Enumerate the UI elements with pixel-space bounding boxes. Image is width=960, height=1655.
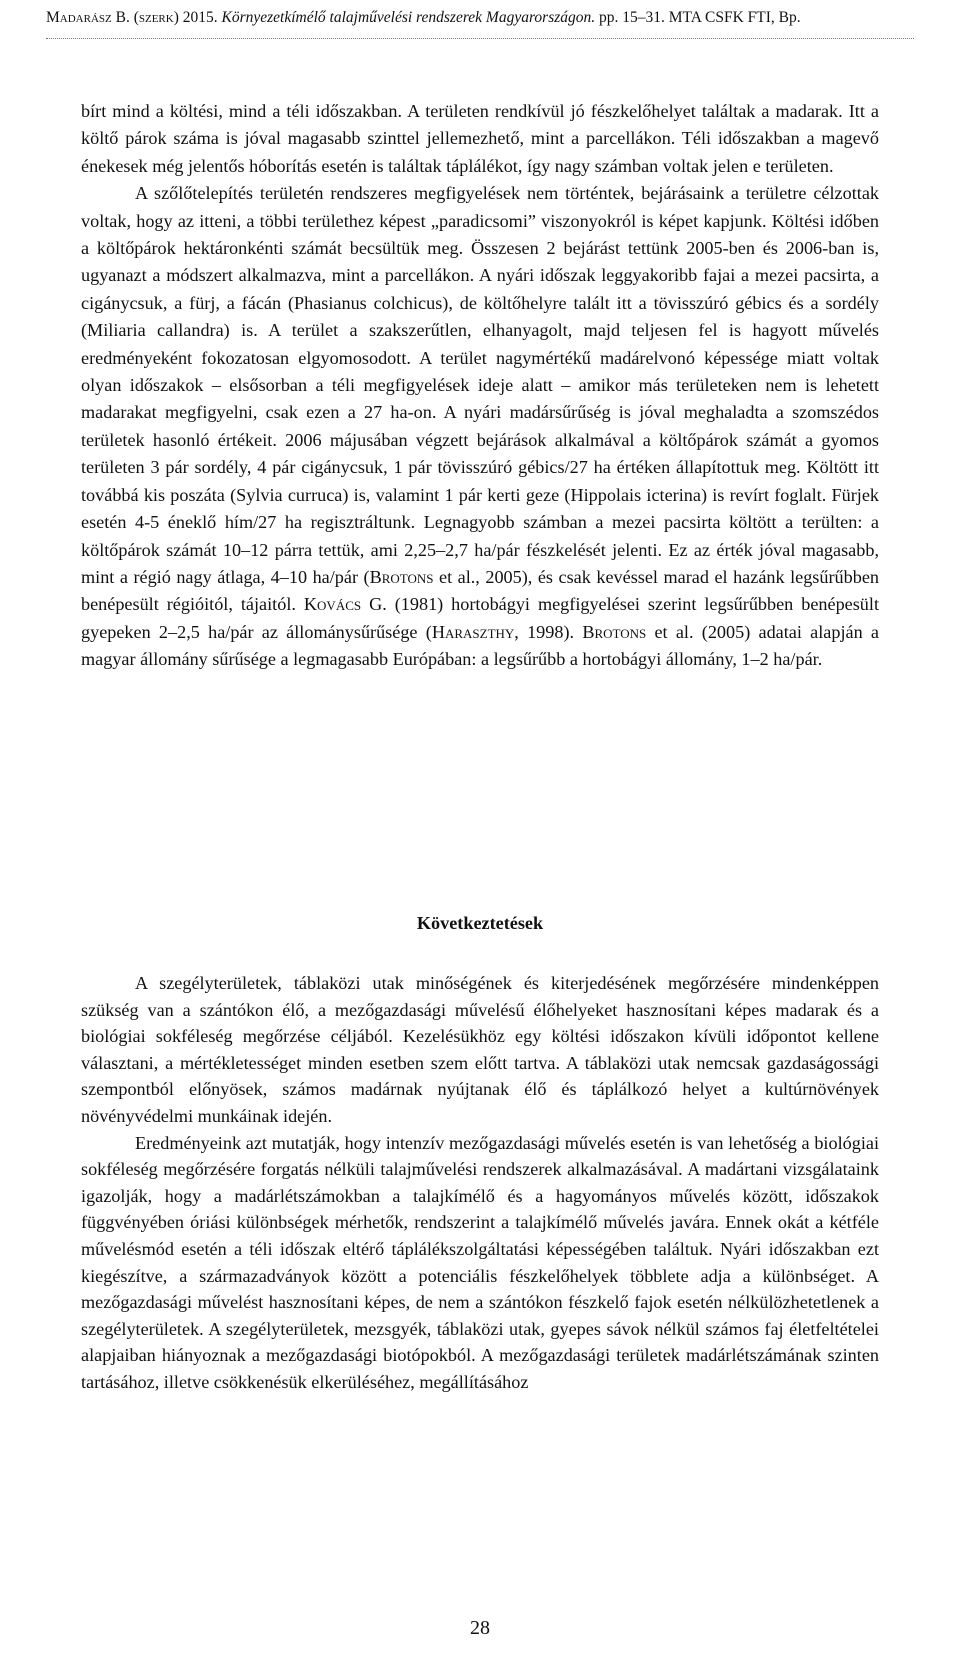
citation-author: Brotons [369, 566, 434, 587]
header-divider [46, 38, 914, 39]
text-run: et al., 2005), és csak kevéssel marad el hazánk legsűrűbben benépesült régióitól, tájaitól. [81, 566, 879, 615]
conclusions-text [81, 970, 879, 1396]
paragraph: A szegélyterületek, táblaközi utak minőségének és kiterjedésének megőrzésére mindenképpen szükség van a szántókon élő, a mezőgazdasági művelésű élőhelyeket hasznosítani képes madarak és a biológiai sokféleség megőrzése céljából. Kezelésükhöz egy költési időszakon kívüli időpontot kellene választani, a mértékletességet minden esetben szem előtt tartva. A táblaközi utak nemcsak gazdaságossági szempontból előnyösek, számos madárnak nyújtanak élő és táplálkozó helyet a kultúrnövények növényvédelmi munkáinak idején. [81, 973, 879, 1126]
paragraph: Eredményeink azt mutatják, hogy intenzív mezőgazdasági művelés esetén is van lehetőség a biológiai sokféleség megőrzésére forgatás nélküli talajművelési rendszerek alkalmazásával. A madártani vizsgálataink igazolják, hogy a madárlétszámokban a talajkímélő és a hagyományos művelés között, időszakok függvényében óriási különbségek mérhetők, rendszerint a talajkímélő művelés javára. Ennek okát a kétféle művelésmód esetén a téli időszak eltérő táplálékszolgáltatási képességében találtuk. Nyári időszakban ezt kiegészítve, a származadványok között a potenciális fészkelőhelyek többlete adja a különbséget. A mezőgazdasági művelést hasznosítani képes, de nem a szántókon fészkelő fajok esetén nélkülözhetetlenek a szegélyterületek. A szegélyterületek, mezsgyék, táblaközi utak, gyepes sávok nélkül számos faj életfeltételei alapjaiban hiányoznak a mezőgazdasági biotópokból. A mezőgazdasági területek madárlétszámának szinten tartásához, illetve csökkenésük elkerüléséhez, megállításához [81, 1132, 879, 1392]
page-number: 28 [470, 1617, 490, 1639]
text-run: (1981) hortobágyi megfigyelései szerint legsűrűbben benépesült gyepeken 2–2,5 ha/pár az állománysűrűsége ( [81, 594, 880, 642]
header-authors: Madarász B. (szerk) 2015. [46, 9, 218, 26]
text-run: A szőlőtelepítés területén rendszeres megfigyelések nem történtek, bejárásaink a területre célzottak voltak, hogy az itteni, a többi területhez képest „paradicsomi” viszonyokról is képet kapjunk. Költési időben a költőpárok hektáronkénti számát becsültük meg. Összesen 2 bejárást tettünk 2005-ben és 2006-ban is, ugyanazt a módszert alkalmazva, mint a parcellákon. A nyári időszak leggyakoribb fajai a mezei pacsirta, a cigánycsuk, a fürj, a fácán (Phasianus colchicus), de költőhelyre talált itt a tövisszúró gébics és a sordély (Miliaria callandra) is. A terület a szakszerűtlen, elhanyagolt, majd teljesen fel is hagyott művelés eredményeként fokozatosan elgyomosodott. A terület nagymértékű madárelvonó képessége miatt voltak olyan időszakok – elsősorban a téli megfigyelések ideje alatt – amikor más területeken nem is lehetett madarakat megfigyelni, csak ezen a 27 ha-on. A nyári madársűrűség is jóval meghaladta a szomszédos területek hasonló értékeit. 2006 májusában végzett bejárások alkalmával a költőpárok számát a gyomos területen 3 pár sordély, 4 pár cigánycsuk, 1 pár tövisszúró gébics/27 ha értéken állapítottuk meg. Költött itt továbbá kis poszáta (Sylvia curruca) is, valamint 1 pár kerti geze (Hippolais icterina) is revírt foglalt. Fürjek esetén 4-5 éneklő hím/27 ha regisztráltunk. Legnagyobb számban a mezei pacsirta költött a terülten: a költőpárok számát 10–12 párra tettük, ami 2,25–2,7 ha/pár fészkelését jelenti. Ez az érték jóval magasabb, mint a régió nagy átlaga, 4–10 ha/pár ( [81, 183, 879, 587]
header-title: Környezetkímélő talajművelési rendszerek Magyarországon. [221, 9, 596, 26]
text-run: , 1998). [514, 621, 583, 642]
text-run: et al. (2005) adatai alapján a magyar állomány sűrűsége a legmagasabb Európában: a legsűrűbb a hortobágyi állomány, 1–2 ha/pár. [81, 621, 879, 670]
body-text [81, 98, 879, 674]
section-heading: Következtetések [416, 913, 544, 933]
citation-author: Kovács G. [303, 594, 387, 615]
citation-author: Haraszthy [431, 621, 515, 642]
running-header [46, 8, 914, 28]
paragraph [81, 180, 879, 673]
paragraph: bírt mind a költési, mind a téli időszakban. A területen rendkívül jó fészkelőhelyet találtak a madarak. Itt a költő párok száma is jóval magasabb szinttel jellemezhető, mint a parcellákon. Téli időszakban a magevő énekesek még jelentős hóborítás esetén is találtak táplálékot, így nagy számban voltak jelen e területen. [81, 101, 879, 176]
header-pages: pp. 15–31. MTA CSFK FTI, Bp. [599, 9, 801, 26]
citation-author: Brotons [582, 621, 647, 642]
